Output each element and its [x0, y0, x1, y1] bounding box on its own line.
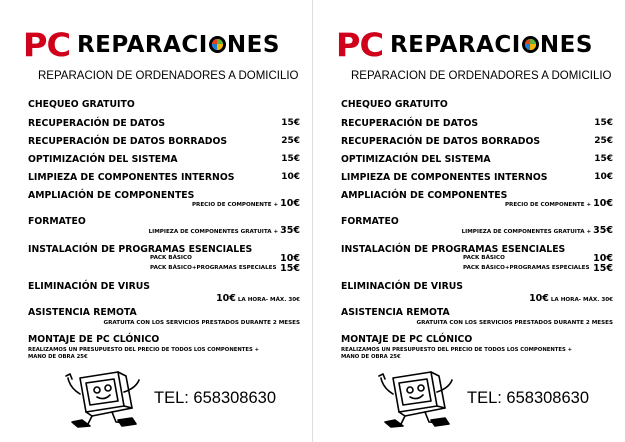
logo — [337, 28, 593, 62]
service-row — [341, 172, 613, 183]
montaje-detail: REALIZAMOS UN PRESUPUESTO DEL PRECIO DE TODOS LOS COMPONENTES + MANO DE OBRA 25€ — [28, 347, 260, 360]
instalacion-pack: PACK BÁSICO+PROGRAMAS ESPECIALES 15€ — [463, 263, 613, 274]
computer-mascot-icon — [375, 366, 455, 428]
service-label: CHEQUEO GRATUITO — [341, 99, 448, 110]
flyer-panel-right — [313, 0, 625, 442]
service-label: FORMATEO — [341, 216, 399, 227]
service-price: 15€ — [594, 154, 613, 164]
logo — [24, 28, 280, 62]
service-label: MONTAJE DE PC CLÓNICO — [341, 334, 473, 345]
service-label: ASISTENCIA REMOTA — [341, 307, 450, 318]
service-label: ELIMINACIÓN DE VIRUS — [28, 281, 150, 292]
service-label: RECUPERACIÓN DE DATOS BORRADOS — [341, 136, 541, 147]
logo-pc: PC — [22, 26, 71, 64]
virus-price: 10€ — [216, 293, 236, 304]
ampliacion-price: 10€ — [593, 198, 613, 209]
telephone-number: TEL: 658308630 — [467, 389, 590, 407]
service-label: RECUPERACIÓN DE DATOS — [341, 118, 479, 129]
service-label: RECUPERACIÓN DE DATOS — [28, 118, 166, 129]
service-row — [341, 154, 613, 165]
service-row — [341, 244, 613, 255]
ampliacion-detail: PRECIO DE COMPONENTE + 10€ — [504, 198, 613, 209]
service-label: RECUPERACIÓN DE DATOS BORRADOS — [28, 136, 228, 147]
service-label: CHEQUEO GRATUITO — [28, 99, 135, 110]
service-label: LIMPIEZA DE COMPONENTES INTERNOS — [341, 172, 548, 183]
service-row — [341, 136, 613, 147]
service-row — [28, 334, 300, 345]
logo-word-part: REPARACI — [76, 32, 208, 58]
formateo-price: 35€ — [593, 225, 613, 236]
virus-price: 10€ — [529, 293, 549, 304]
formateo-price: 35€ — [280, 225, 300, 236]
logo-word-part: REPARACI — [389, 32, 521, 58]
pack-price: 15€ — [280, 263, 300, 274]
service-row — [28, 307, 300, 318]
service-row — [28, 281, 300, 292]
service-price: 15€ — [281, 118, 300, 128]
subtitle: REPARACION DE ORDENADORES A DOMICILIO — [38, 70, 299, 82]
service-label: AMPLIACIÓN DE COMPONENTES — [28, 190, 195, 201]
ampliacion-price: 10€ — [280, 198, 300, 209]
service-price: 25€ — [281, 136, 300, 146]
computer-mascot-icon — [62, 366, 142, 428]
service-label: OPTIMIZACIÓN DEL SISTEMA — [28, 154, 178, 165]
virus-detail: 10€ LA HORA- MÁX. 30€ — [216, 293, 300, 304]
service-row — [341, 307, 613, 318]
service-label: AMPLIACIÓN DE COMPONENTES — [341, 190, 508, 201]
service-row — [341, 281, 613, 292]
service-price: 10€ — [594, 172, 613, 182]
windows-logo-icon — [522, 36, 539, 53]
service-price: 10€ — [281, 172, 300, 182]
logo-word-part: NES — [539, 32, 593, 58]
service-row — [28, 172, 300, 183]
ampliacion-detail: PRECIO DE COMPONENTE + 10€ — [191, 198, 300, 209]
service-row — [341, 118, 613, 129]
service-price: 15€ — [281, 154, 300, 164]
logo-wordmark — [77, 28, 280, 62]
service-label: FORMATEO — [28, 216, 86, 227]
service-row — [341, 334, 613, 345]
service-label: INSTALACIÓN DE PROGRAMAS ESENCIALES — [341, 244, 566, 255]
service-row — [28, 136, 300, 147]
service-label: LIMPIEZA DE COMPONENTES INTERNOS — [28, 172, 235, 183]
subtitle: REPARACION DE ORDENADORES A DOMICILIO — [351, 70, 612, 82]
virus-detail: 10€ LA HORA- MÁX. 30€ — [529, 293, 613, 304]
service-row — [28, 244, 300, 255]
service-row — [28, 154, 300, 165]
service-row — [28, 118, 300, 129]
service-label: OPTIMIZACIÓN DEL SISTEMA — [341, 154, 491, 165]
service-price: 25€ — [594, 136, 613, 146]
service-label: INSTALACIÓN DE PROGRAMAS ESENCIALES — [28, 244, 253, 255]
windows-logo-icon — [209, 36, 226, 53]
logo-pc: PC — [335, 26, 384, 64]
service-label: ASISTENCIA REMOTA — [28, 307, 137, 318]
pack-price: 10€ — [280, 253, 300, 264]
service-label: MONTAJE DE PC CLÓNICO — [28, 334, 160, 345]
asistencia-detail: GRATUITA CON LOS SERVICIOS PRESTADOS DURANTE 2 MESES — [416, 320, 613, 326]
formateo-detail: LIMPIEZA DE COMPONENTES GRATUITA + 35€ — [148, 225, 300, 236]
montaje-detail: REALIZAMOS UN PRESUPUESTO DEL PRECIO DE TODOS LOS COMPONENTES + MANO DE OBRA 25€ — [341, 347, 573, 360]
pack-price: 10€ — [593, 253, 613, 264]
logo-wordmark — [390, 28, 593, 62]
logo-word-part: NES — [226, 32, 280, 58]
service-price: 15€ — [594, 118, 613, 128]
pack-price: 15€ — [593, 263, 613, 274]
telephone-number: TEL: 658308630 — [154, 389, 277, 407]
service-row — [341, 99, 613, 110]
service-row — [28, 99, 300, 110]
flyer-panel-left — [0, 0, 312, 442]
formateo-detail: LIMPIEZA DE COMPONENTES GRATUITA + 35€ — [461, 225, 613, 236]
asistencia-detail: GRATUITA CON LOS SERVICIOS PRESTADOS DURANTE 2 MESES — [103, 320, 300, 326]
service-label: ELIMINACIÓN DE VIRUS — [341, 281, 463, 292]
instalacion-pack: PACK BÁSICO+PROGRAMAS ESPECIALES 15€ — [150, 263, 300, 274]
instalacion-pack: PACK BÁSICO 10€ — [463, 253, 613, 264]
instalacion-pack: PACK BÁSICO 10€ — [150, 253, 300, 264]
